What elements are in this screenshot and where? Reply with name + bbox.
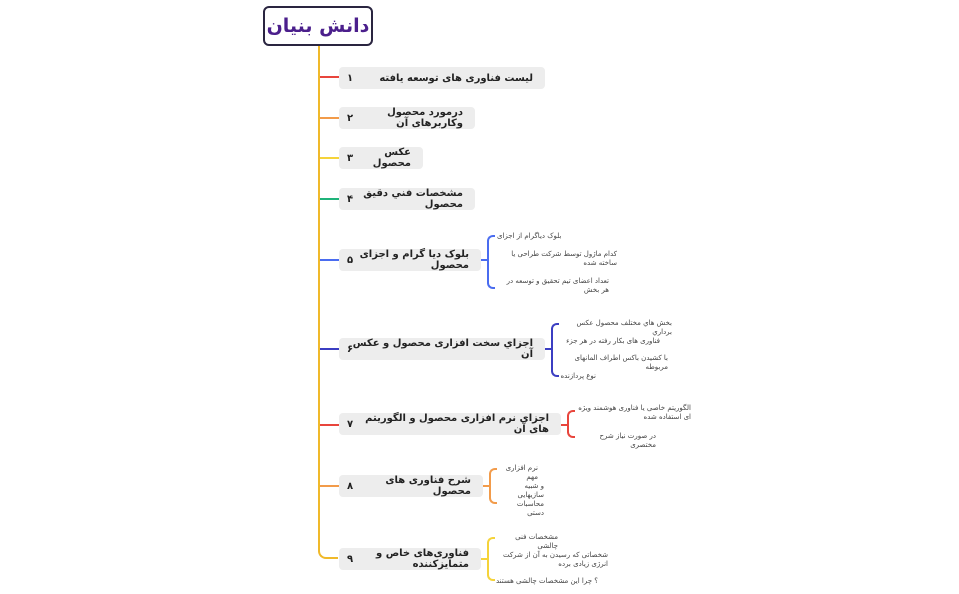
branch-node-5[interactable] [339, 249, 481, 271]
branch-node-4[interactable] [339, 188, 475, 210]
branch-node-1[interactable] [339, 67, 545, 89]
branch-label: شرح فناوری های محصول [385, 475, 471, 497]
branch-label: بلوک دیا گرام و اجزای محصول [359, 249, 469, 271]
root-topic[interactable] [263, 6, 373, 46]
branch-label: درمورد محصول وکاربرهای آن [387, 107, 463, 129]
branch-number: ۴ [347, 193, 354, 205]
subtopic[interactable]: شخصاتی که رسیدن به آن از شرکت انرژی زیادی برده [502, 551, 608, 568]
trunk-end-curve [318, 545, 338, 559]
branch-node-3[interactable] [339, 147, 423, 169]
branch-number: ۶ [347, 343, 354, 355]
branch-label: اجزاي سخت افزاری محصول و عکس آن [352, 338, 533, 360]
branch-number: ۱ [347, 72, 354, 84]
branch-number: ۵ [347, 254, 354, 266]
branch-number: ۹ [347, 553, 354, 565]
subtopic[interactable]: در صورت نیاز شرح مختصری [599, 432, 656, 449]
branch-node-6[interactable] [339, 338, 545, 360]
branch-label: فناوری‌های خاص و متمایزکننده [376, 548, 469, 570]
subtopic[interactable]: الگوریتم خاصی یا فناوری هوشمند ویژه ای استفاده شده [578, 404, 691, 421]
branch-label: عکس محصول [372, 147, 411, 169]
branch-label: مشخصات فني دقيق محصول [363, 188, 463, 210]
branch-number: ۳ [347, 152, 354, 164]
branch-number: ۲ [347, 112, 354, 124]
branch-label: لیست فناوری های توسعه یافته [379, 72, 533, 84]
branch-number: ۸ [347, 480, 354, 492]
branch-connector [320, 117, 339, 119]
branch-node-2[interactable] [339, 107, 475, 129]
branch-connector [320, 424, 339, 426]
branch-label: اجزای نرم افزاری محصول و الگوریتم های آن [365, 413, 549, 435]
subtopic[interactable]: فناوری های بکار رفته در هر جزء [566, 337, 660, 345]
branch-node-9[interactable] [339, 548, 481, 570]
subtopic[interactable]: با کشیدن باکس اطراف المانهای مربوطه [574, 354, 668, 371]
root-title: دانش بنیان [266, 15, 370, 37]
subbranch-bracket [487, 537, 495, 581]
branch-connector [320, 157, 339, 159]
branch-node-8[interactable] [339, 475, 483, 497]
subtopic[interactable]: تعداد اعضای تیم تحقیق و توسعه در هر بخش [506, 277, 609, 294]
branch-connector [320, 485, 339, 487]
branch-node-7[interactable] [339, 413, 561, 435]
subbranch-bracket [551, 323, 559, 377]
main-trunk-line [318, 46, 320, 546]
branch-connector [320, 348, 339, 350]
branch-connector [320, 76, 339, 78]
branch-connector [320, 259, 339, 261]
subtopic[interactable]: مشخصات فنی چالشی [515, 533, 558, 550]
subbranch-bracket [487, 235, 495, 289]
subbranch-bracket [567, 410, 575, 438]
subtopic[interactable]: بخش هاي مختلف محصول عکس برداري [576, 319, 672, 336]
subtopic[interactable]: نرم افزاری مهم [505, 464, 538, 481]
branch-connector [320, 198, 339, 200]
subtopic[interactable]: بلوک دیاگرام از اجزای [497, 232, 562, 240]
branch-number: ۷ [347, 418, 354, 430]
subtopic[interactable]: ؟ چرا این مشخصات چالشی هستند [495, 577, 598, 585]
subbranch-bracket [489, 468, 497, 504]
subtopic[interactable]: محاسبات دستی [516, 500, 544, 517]
subtopic[interactable]: و شبیه سازیهایی [517, 482, 544, 499]
subtopic[interactable]: کدام ماژول توسط شرکت طراحی یا ساخته شده [511, 250, 617, 267]
subtopic[interactable]: نوع پردازنده [560, 372, 596, 380]
